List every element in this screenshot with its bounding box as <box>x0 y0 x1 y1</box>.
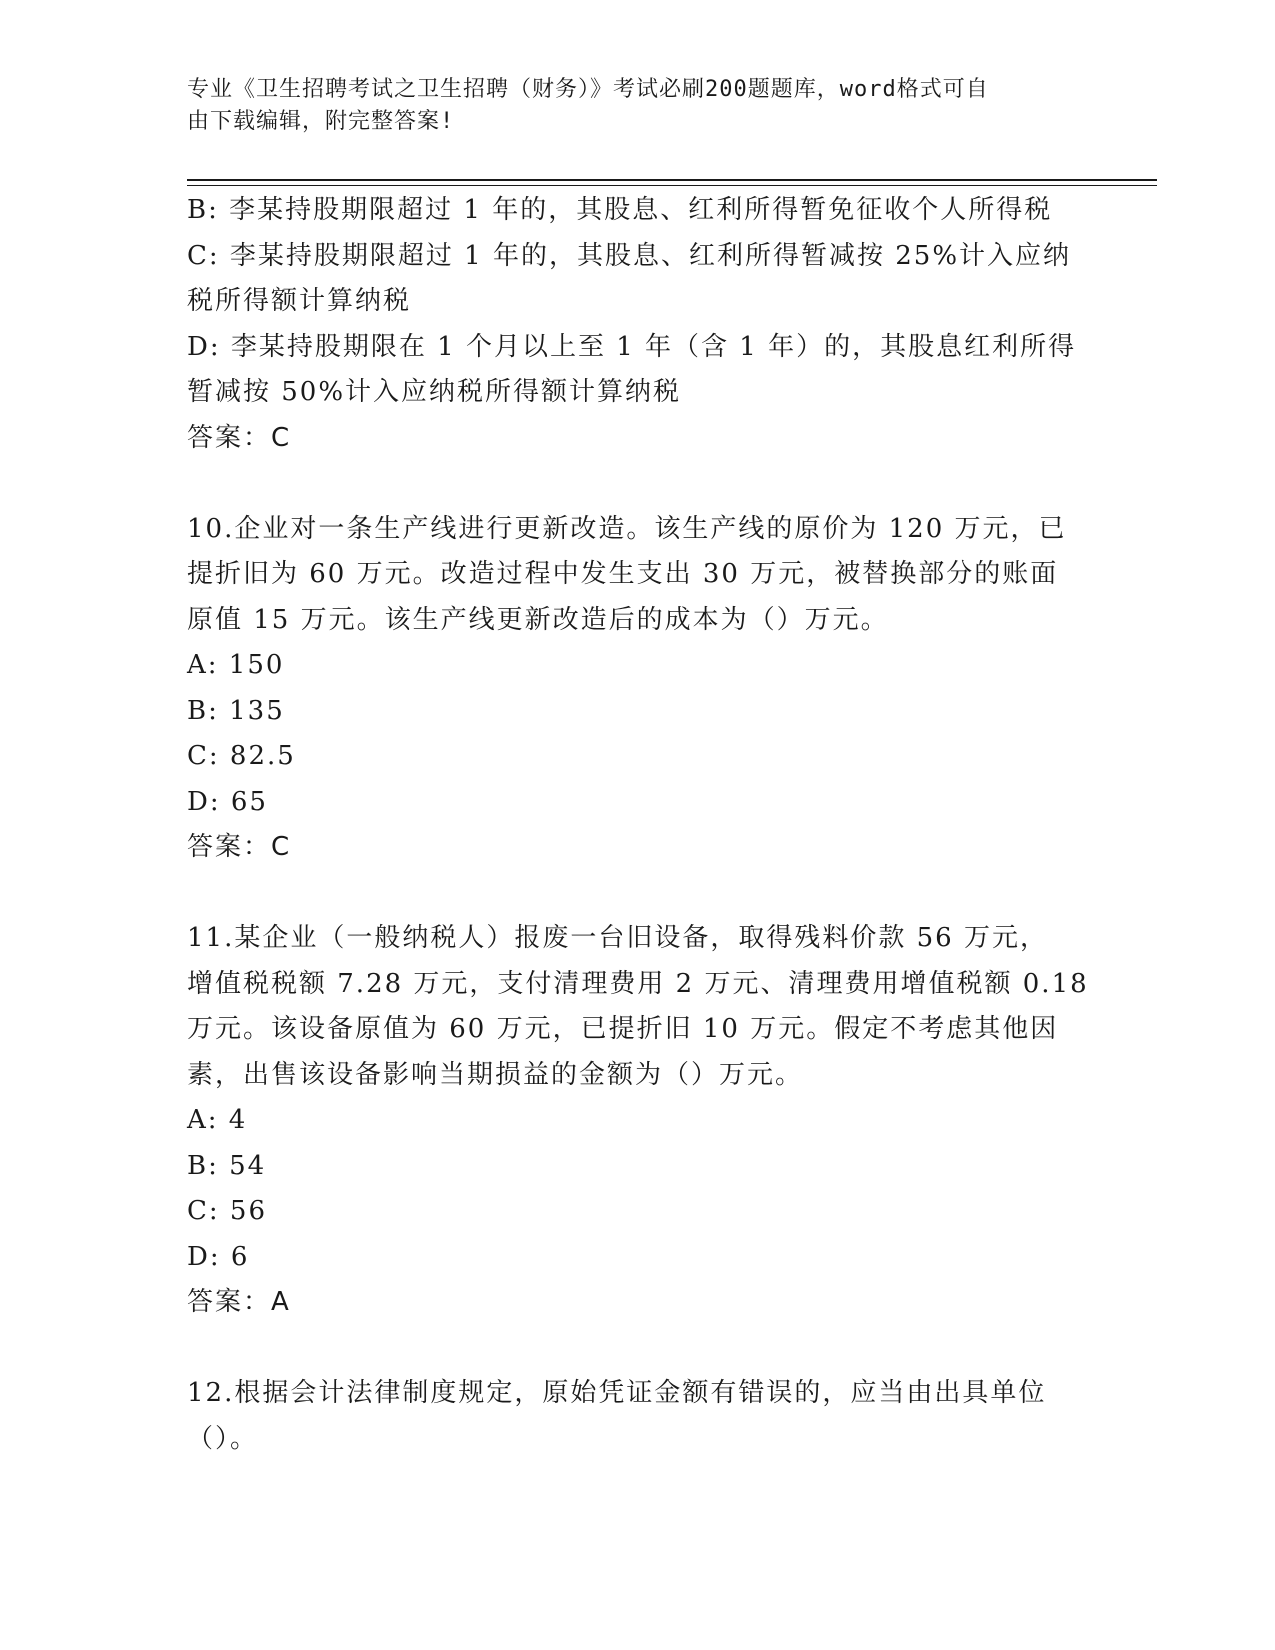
spacer <box>187 1326 1087 1372</box>
option-c: C: 82.5 <box>187 741 296 771</box>
option-d: D: 65 <box>187 786 268 817</box>
question-stem-line: 10.企业对一条生产线进行更新改造。该生产线的原价为 120 万元，已 <box>187 513 1067 544</box>
answer-label: 答案：C <box>187 422 292 453</box>
header-line-2: 由下载编辑，附完整答案! <box>187 109 455 134</box>
option-b: B: 54 <box>187 1150 267 1181</box>
question-stem-line: 11.某企业（一般纳税人）报废一台旧设备，取得残料价款 56 万元， <box>187 923 1048 953</box>
option-a: A: 150 <box>187 650 285 680</box>
question-stem-line: 12.根据会计法律制度规定，原始凭证金额有错误的，应当由出具单位 <box>187 1378 1047 1408</box>
option-c <box>187 234 1087 325</box>
question-stem-line: 提折旧为 60 万元。改造过程中发生支出 30 万元，被替换部分的账面 <box>187 559 1059 589</box>
option-b <box>187 188 1087 234</box>
option-c: C: 56 <box>187 1196 268 1226</box>
option-d <box>187 325 1087 416</box>
answer-label: 答案：C <box>187 832 292 862</box>
option-d: D: 6 <box>187 1241 250 1272</box>
option-line: D: 李某持股期限在 1 个月以上至 1 年（含 1 年）的，其股息红利所得 <box>187 331 1077 362</box>
option-a: A: 4 <box>187 1105 248 1135</box>
question-12 <box>187 1371 1087 1462</box>
question-stem-line: 增值税税额 7.28 万元，支付清理费用 2 万元、清理费用增值税额 0.18 <box>187 968 1089 999</box>
question-stem-line: 原值 15 万元。该生产线更新改造后的成本为（）万元。 <box>187 604 889 635</box>
document-body <box>187 188 1087 1462</box>
document-header <box>187 74 1067 138</box>
option-line: 税所得额计算纳税 <box>187 286 412 316</box>
question-9-continuation <box>187 188 1087 461</box>
header-divider-thick <box>187 179 1157 181</box>
option-line: 暂减按 50%计入应纳税所得额计算纳税 <box>187 377 682 407</box>
question-11 <box>187 916 1087 1326</box>
answer-label: 答案：A <box>187 1287 291 1317</box>
option-line: C: 李某持股期限超过 1 年的，其股息、红利所得暂减按 25%计入应纳 <box>187 240 1072 271</box>
spacer <box>187 461 1087 507</box>
header-divider-thin <box>187 185 1157 186</box>
question-stem-line: （）。 <box>187 1423 259 1454</box>
option-line: B: 李某持股期限超过 1 年的，其股息、红利所得暂免征收个人所得税 <box>187 195 1053 225</box>
question-stem-line: 素，出售该设备影响当期损益的金额为（）万元。 <box>187 1059 804 1090</box>
option-b: B: 135 <box>187 695 285 726</box>
header-line-1: 专业《卫生招聘考试之卫生招聘（财务）》考试必刷200题题库，word格式可自 <box>187 77 989 102</box>
spacer <box>187 871 1087 917</box>
question-10 <box>187 507 1087 871</box>
question-stem-line: 万元。该设备原值为 60 万元，已提折旧 10 万元。假定不考虑其他因 <box>187 1014 1059 1044</box>
